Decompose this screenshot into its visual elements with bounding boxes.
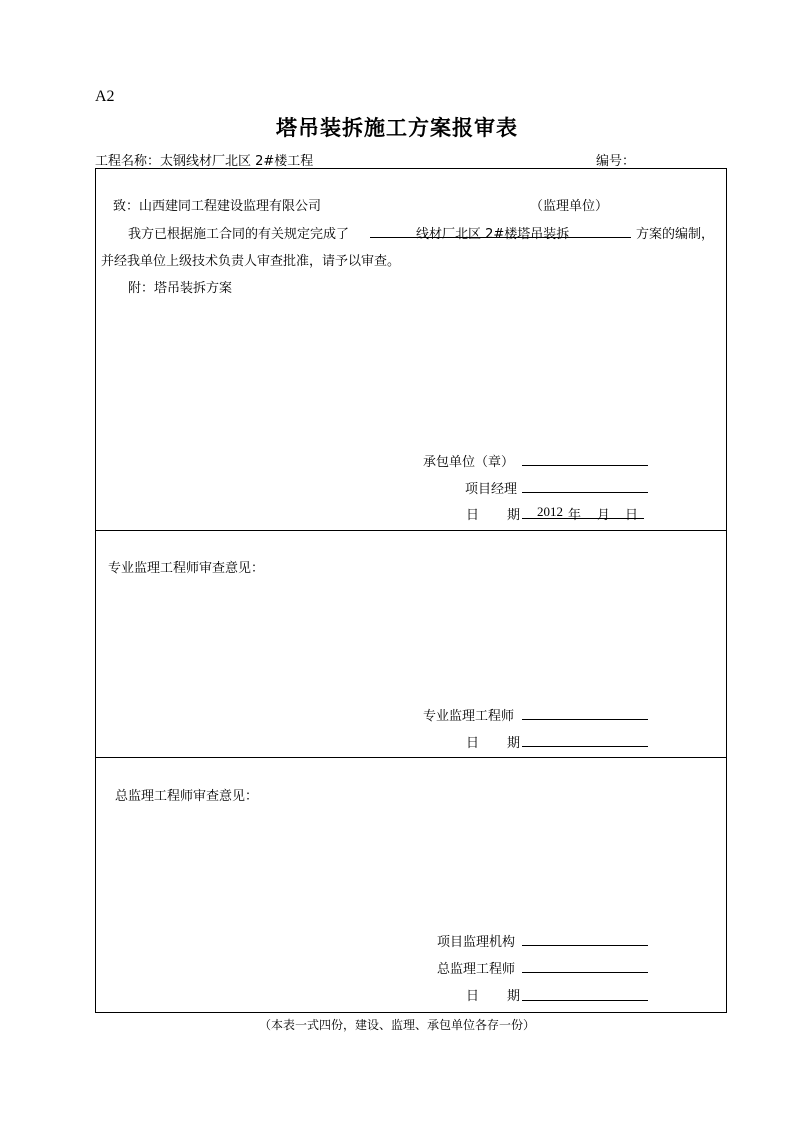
chief-opinion-label: 总监理工程师审查意见：: [115, 789, 259, 804]
to-label: 致：: [113, 199, 140, 214]
body-line-1: [128, 223, 349, 242]
to-value: 山西建同工程建设监理有限公司: [139, 199, 322, 214]
date-year-unit: 年: [568, 508, 582, 523]
form-code: A2: [95, 88, 115, 105]
date-label-a-2: 日: [466, 736, 480, 751]
body-line-2: 并经我单位上级技术负责人审查批准，请予以审查。: [101, 254, 401, 269]
sign-engineer-line: [522, 719, 648, 720]
sign-chief-label: 总监理工程师: [437, 962, 516, 977]
date-month-unit: 月: [597, 508, 611, 523]
project-label: 工程名称：: [95, 154, 161, 169]
date-label-b-2: 期: [507, 736, 521, 751]
sign-manager-line: [522, 492, 648, 493]
date-label-a-1: 日: [466, 508, 480, 523]
to-role: （监理单位）: [530, 199, 609, 214]
footer-note: （本表一式四份，建设、监理、承包单位各存一份）: [258, 1018, 535, 1032]
project-name: [95, 150, 313, 169]
number-label: 编号：: [596, 154, 636, 169]
sign-engineer-label: 专业监理工程师: [423, 709, 515, 724]
sign-contractor-label: 承包单位（章）: [423, 455, 515, 470]
attach-label: 附：: [128, 281, 155, 296]
body-fill: 线材厂北区 2#楼塔吊装拆: [416, 227, 570, 242]
page-title: 塔吊装拆施工方案报审表: [276, 115, 518, 140]
attachment: [128, 277, 232, 296]
date-label-a-3: 日: [466, 989, 480, 1004]
sign-org-line: [522, 945, 648, 946]
date-line-2: [522, 746, 648, 747]
date-line-3: [522, 1000, 648, 1001]
body-prefix: 我方已根据施工合同的有关规定完成了: [128, 227, 350, 242]
form-number: [596, 150, 635, 169]
date-label-b-1: 期: [507, 508, 521, 523]
body-suffix: 方案的编制，: [636, 227, 715, 242]
date-label-b-3: 期: [507, 989, 521, 1004]
sign-manager-label: 项目经理: [465, 482, 518, 497]
project-value: 太钢线材厂北区 2#楼工程: [160, 154, 314, 169]
attach-value: 塔吊装拆方案: [154, 281, 233, 296]
divider-2: [95, 757, 727, 758]
date-day-unit: 日: [625, 508, 639, 523]
addressee: [113, 195, 321, 214]
engineer-opinion-label: 专业监理工程师审查意见：: [108, 561, 265, 576]
sign-org-label: 项目监理机构: [437, 935, 516, 950]
sign-contractor-line: [522, 465, 648, 466]
divider-1: [95, 530, 727, 531]
sign-chief-line: [522, 972, 648, 973]
date-year: 2012: [537, 504, 563, 519]
